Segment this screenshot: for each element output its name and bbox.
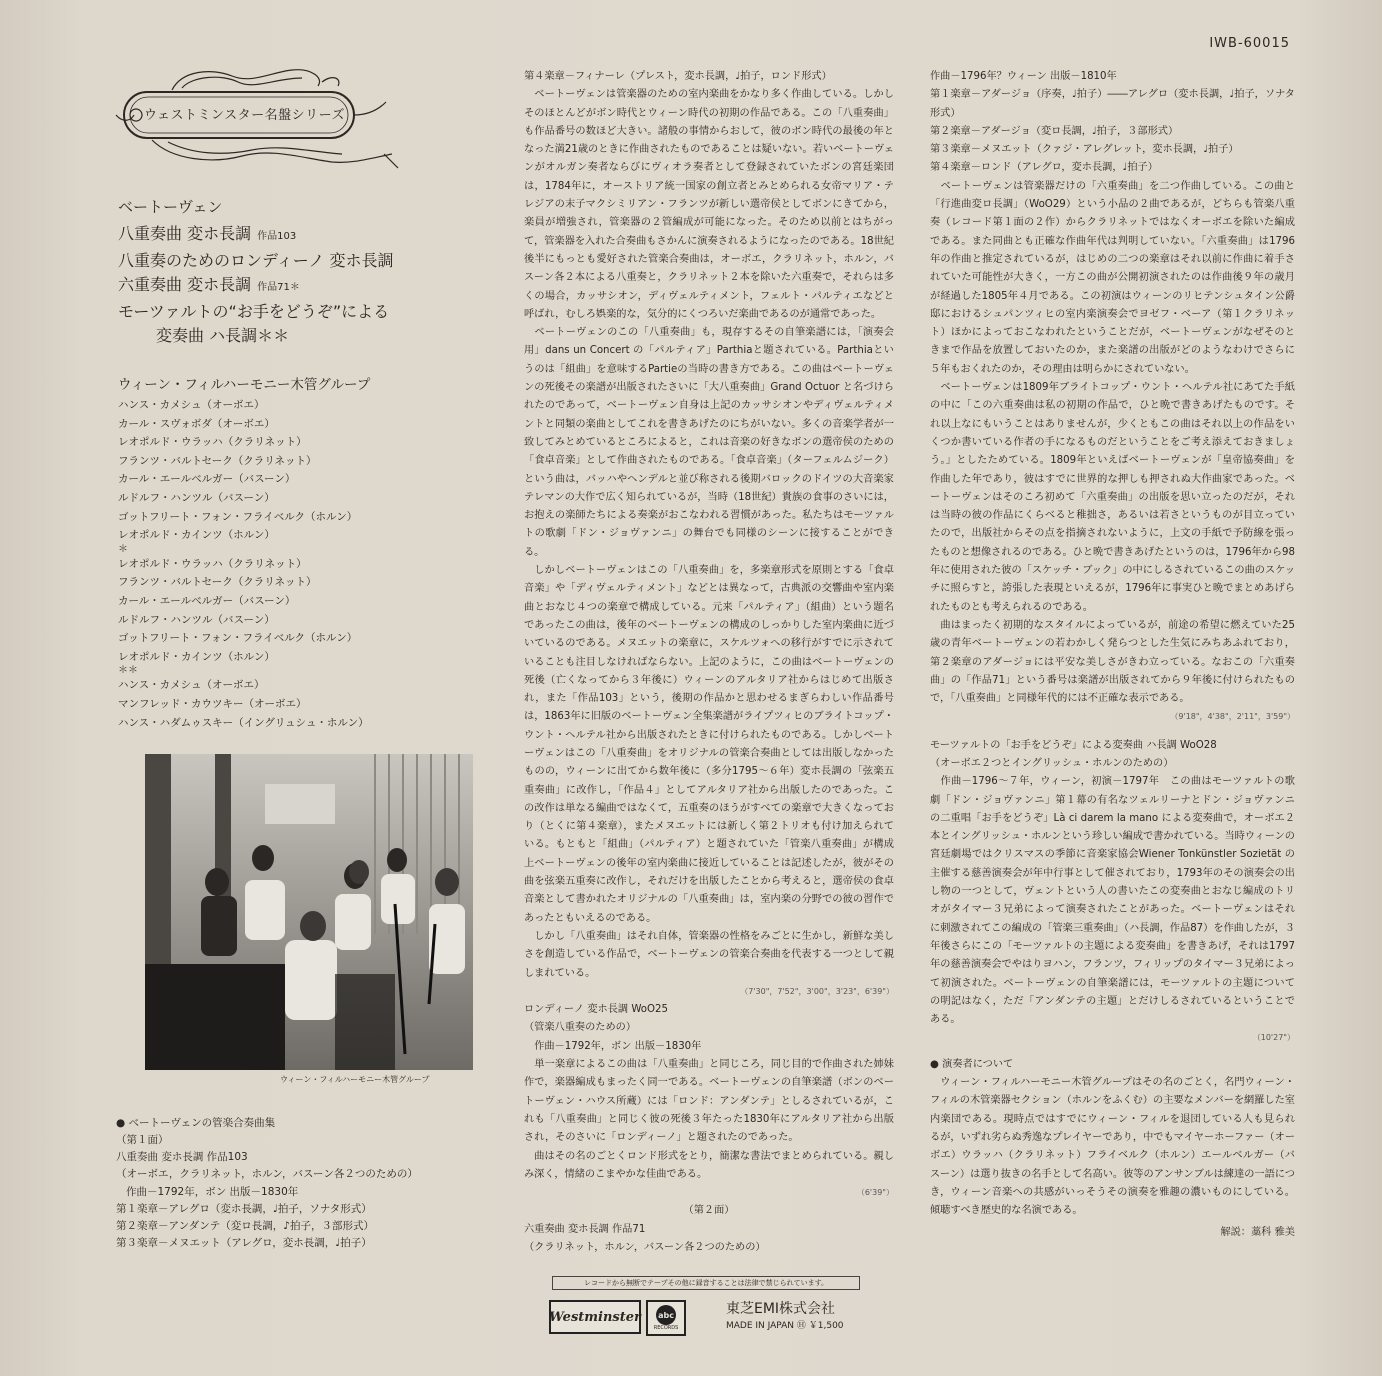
work-title: 八重奏曲 変ホ長調 作品103	[118, 224, 297, 243]
work-title: 八重奏のためのロンディーノ 変ホ長調	[118, 251, 394, 270]
movement-line: 第４楽章－フィナーレ（プレスト，変ホ長調，♩拍子，ロンド形式）	[524, 71, 832, 82]
member-item: ハンス・ハダムゥスキー（イングリュシュ・ホルン）	[118, 716, 369, 729]
work-title: 六重奏曲 変ホ長調 作品71＊	[118, 275, 300, 294]
mozart-title: モーツァルトの「お手をどうぞ」による変奏曲 ハ長調 WoO28	[930, 739, 1217, 751]
collection-line: （第１面）	[116, 1134, 169, 1146]
member-item: カール・エールベルガー（バスーン）	[118, 594, 296, 607]
sextet-date: 作曲－1796年？ウィーン 出版－1810年	[930, 71, 1117, 82]
program-block	[118, 196, 458, 732]
liner-paragraph: ベートーヴェンは管楽器だけの「六重奏曲」を二つ作曲している。この曲と「行進曲変ロ長調」（WoO29）という小品の２曲であるが，どちらも管楽八重奏（レコード第１面の２作）からクラリネットではなくオーボエを除いた編成である。また同曲とも正確な作曲年代は判明していない。「六重奏曲」は1796年の作曲と推定されているが，はじめの二つの楽章はそれ以前に作曲に着手されていた可能性が大きく，一方この曲が公開初演されたのは作曲後９年の歳月が経過した1805年４月である。この初演はウィーンのリヒテンシュタイン公爵邸におけるシュパンツィヒの室内楽演奏会でヨゼフ・ベーア（第１クラリネット）ほかによっておこなわれたということだが，ベートーヴェンがなぜそのときまで作品を放置しておいたのか，また楽譜の出版がどのようなわけでさらに５年もおくれたのか，その理由は明らかにされていない。	[930, 180, 1295, 375]
member-item: ハンス・カメシュ（オーボエ）	[118, 679, 265, 692]
timing-rondino: （6'39"）	[856, 1188, 894, 1198]
westminster-logo: Westminster	[549, 1300, 641, 1334]
movement-line: 第３楽章－メヌエット（クァジ・アレグレット，変ホ長調，♩拍子）	[930, 144, 1239, 156]
collection-line: （オーボエ，クラリネット，ホルン，バスーン各２つのための）	[116, 1168, 418, 1181]
sextet-instr: （クラリネット，ホルン，バスーン各２つのための）	[524, 1242, 766, 1253]
timing-sextet: （9'18"，4'38"，2'11"，3'59"）	[1170, 712, 1295, 722]
collection-line: 第２楽章－アンダンテ（変ロ長調，♪拍子，３部形式）	[116, 1220, 374, 1233]
composer-name: ベートーヴェン	[118, 198, 223, 216]
member-list-sextet	[118, 555, 458, 667]
performers-paragraph: ウィーン・フィルハーモニー木管グループはその名のごとく，名門ウィーン・フィルの木管楽器セクション（ホルンをふくむ）の主要なメンバーを網羅した室内楽団である。現時点ではすでにウィーン・フィルを退団している人も見られるが，いずれ劣らぬ秀逸なプレイヤーであり，中でもマイヤーホーファー（オーボエ）ウラッハ（クラリネット）フライベルク（ホルン）エールベルガー（バスーン）は選り抜きの名手として名高い。彼等のアンサンブルは練達の一語につき，ウィーン音楽への共感がいっそうその演奏を雅趣の濃いものにしている。傾聴すべき歴史的な名演である。	[930, 1077, 1295, 1217]
work-title: モーツァルトの“お手をどうぞ”による	[118, 302, 390, 321]
collection-line: 第３楽章－メヌエット（アレグロ，変ホ長調，♩拍子）	[116, 1237, 372, 1250]
liner-paragraph: 曲はまったく初期的なスタイルによっているが，前途の希望に燃えていた25歳の青年ベートーヴェンの若わかしく発らつとした生気にみちあふれており，第２楽章のアダージョには平安な美しさがきわ立っている。なおこの「六重奏曲」の「作品71」という番号は楽譜が出版されてから９年後に付けられたもので，「八重奏曲」と同様年代的には不正確な表示である。	[930, 619, 1295, 705]
timing-octet: （7'30"，7'52"，3'00"，3'23"，6'39"）	[740, 986, 894, 996]
member-item: カール・エールベルガー（バスーン）	[118, 473, 296, 486]
member-item: カール・スヴォボダ（オーボエ）	[118, 417, 275, 430]
rondino-instr: （管楽八重奏のための）	[524, 1022, 637, 1034]
series-title: ウェストミンスター名盤シリーズ	[144, 108, 345, 123]
liner-paragraph: 作曲－1796～７年，ウィーン，初演－1797年 この曲はモーツァルトの歌劇「ドン・ジョヴァンニ」第１幕の有名なツェルリーナとドン・ジョヴァンニの二重唱「お手をどうぞ」Là ci darem la mano による変奏曲で，オーボエ２本とイングリッシュ・ホルンという珍しい編成で書かれている。当時ウィーンの宮廷劇場ではクリスマスの季節に音楽家協会Wiener Tonkünstler Sozietät の主催する慈善演奏会が年中行事として催されており，1793年のその演奏会の出し物の一つとして，ヴェントという人の書いたこの変奏曲とおなじ編成のトリオがタイマー３兄弟によって演奏されたことがあった。ベートーヴェンはそれに刺激されてこの編成の「管楽三重奏曲」（ハ長調，作品87）を作曲したが，３年後さらにこの「モーツァルトの主題による変奏曲」を書きあげ，それは1797年の慈善演奏会でやはりヨハン，フランツ，フィリップのタイマー３兄弟によって初演された。ベートーヴェンの自筆楽譜には，モーツァルトの主題についての明記はなく，ただ「アンダンテの主題」とだけしるされているということである。	[930, 776, 1295, 1026]
movement-line: 第１楽章－アダージョ（序奏，♩拍子）――アレグロ（変ホ長調，♩拍子，ソナタ形式）	[930, 89, 1295, 119]
liner-paragraph: ベートーヴェンは管楽器のための室内楽曲をかなり多く作曲している。しかしそのほとんどがボン時代とウィーン時代の初期の作品である。この「八重奏曲」も作品番号の数ほど大きい。諸般の事情からおして，彼のボン時代の最後の年となった満21歳のときに作曲されたものであることは疑いない。若いベートーヴェンがオルガン奏者ならびにヴィオラ奏者として登録されていたボンの宮廷楽団は，1784年に，オーストリア統一国家の創立者とみとめられる女帝マリア・テレジアの末子マクシミリアン・フランツが新しい選帝侯としてボンにきてから，楽員が増強され，管楽器の２管編成が可能になった。そのため以前とはちがって，管楽器を入れた合奏曲もさかんに演奏されるようになったのである。18世紀後半にもっとも愛好された管楽合奏曲は，オーボエ，クラリネット，ホルン，バスーン各２本による八重奏と，クラリネット２本を除いた六重奏で，それらは多くの場合，カッサシオン，ディヴェルティメント，フェルト・パルティエなどと呼ばれ，むしろ娯楽的な，気分的にくつろいだ楽曲であるのが通常であった。	[524, 89, 894, 320]
collection-line: 第１楽章－アレグロ（変ホ長調，♩拍子，ソナタ形式）	[116, 1202, 372, 1215]
liner-paragraph: 曲はその名のごとくロンド形式をとり，簡潔な書法でまとめられている。親しみ深く，情緒のこまやかな佳曲である。	[524, 1150, 894, 1180]
liner-paragraph: しかし「八重奏曲」はそれ自体，管楽器の性格をみごとに生かし，新鮮な美しさを創造している作品で，ベートーヴェンの管楽合奏曲を代表する一つとして親しまれている。	[524, 930, 894, 979]
collection-heading: ● ベートーヴェンの管楽合奏曲集	[116, 1117, 276, 1129]
copyright-notice: レコードから無断でテープその他に録音することは法律で禁じられています。	[552, 1276, 860, 1290]
made-in-label: MADE IN JAPAN Ⓗ ￥1,500	[726, 1321, 844, 1331]
movement-line: 第４楽章－ロンド（アレグロ，変ホ長調，♩拍子）	[930, 162, 1158, 174]
member-item: ゴットフリート・フォン・フライベルク（ホルン）	[118, 510, 358, 523]
member-item: レオポルド・カインツ（ホルン）	[118, 529, 275, 542]
liner-paragraph: ベートーヴェンのこの「八重奏曲」も，現存するその自筆楽譜には，「演奏会用」dans un Concert の「パルティア」Parthiaと題されている。Parthiaというのは「組曲」を意味するPartieの当時の書き方である。この曲はベートーヴェンの死後その楽譜が出版されたさいに「大八重奏曲」Grand Octuor と名づけられたのであって，ベートーヴェン自身は上記のカッサシオンやディヴェルティメントと同類の楽曲としてこれを書きあげたのにちがいない。多くの音楽学者が一致してみとめているところによると，これは音楽の好きなボンの選帝侯のための「食卓音楽」として作曲されたものである。「食卓音楽」（ターフェルムジーク）という曲は，バッハやヘンデルと並び称される後期バロックのドイツの大音楽家テレマンの大作で広く知られているが，当時（18世紀）貴族の食事のさいには，お抱えの楽師たちによる奏楽がおこなわれる習慣があった。私たちはモーツァルトの歌劇「ドン・ジョヴァンニ」の舞台でも同様のシーンに接することができる。	[524, 327, 894, 558]
company-name: 東芝EMI株式会社	[726, 1301, 836, 1317]
timing-mozart: （10'27"）	[1252, 1033, 1295, 1043]
member-item: ルドルフ・ハンツル（バスーン）	[118, 613, 275, 626]
member-item: マンフレッド・カウツキー（オーボエ）	[118, 697, 307, 710]
sextet-mark: ＊	[118, 543, 128, 555]
photo-caption: ウィーン・フィルハーモニー木管グループ	[280, 1075, 430, 1084]
member-item: ハンス・カメシュ（オーボエ）	[118, 399, 265, 411]
movement-line: 第２楽章－アダージョ（変ロ長調，♩拍子，３部形式）	[930, 125, 1179, 137]
collection-lines	[116, 1132, 456, 1252]
catalog-number: IWB-60015	[1209, 36, 1290, 51]
ensemble-photo	[145, 754, 473, 1070]
member-item: レオポルド・カインツ（ホルン）	[118, 650, 275, 663]
liner-paragraph: 単一楽章によるこの曲は「八重奏曲」と同じころ，同じ目的で作曲された姉妹作で，楽器編成もまったく同一である。ベートーヴェンの自筆楽譜（ボンのベートーヴェン・ハウス所蔵）には「ロンド：アンダンテ」としるされているが，これも「八重奏曲」と同じく彼の死後３年たった1830年にアルタリア社から出版され，そのさいに「ロンディーノ」と題されたのであった。	[524, 1059, 894, 1144]
abc-logo-sub: RECORDS	[653, 1325, 679, 1331]
side-label: （第２面）	[683, 1205, 735, 1217]
sextet-title: 六重奏曲 変ホ長調 作品71	[524, 1223, 646, 1235]
rondino-title: ロンディーノ 変ホ長調 WoO25	[524, 1004, 669, 1016]
collection-line: 作曲－1792年，ボン 出版－1830年	[126, 1185, 299, 1198]
work-title: 変奏曲 ハ長調＊＊	[156, 326, 290, 345]
commentary-credit: 解説：藁科 雅美	[1220, 1227, 1295, 1239]
liner-paragraph: ベートーヴェンは1809年ブライトコップ・ウント・ヘルテル社にあてた手紙の中に「この六重奏曲は私の初期の作品で，ひと晩で書きあげたものです。それ以上なにもいうことはありませんが，少くともこの曲はそれ以上の作品をいくつか書いている作者の手になるものだということをご考え添えておきましょう。」としたためている。1809年といえばベートーヴェンが「皇帝協奏曲」を作曲した年であり，彼はすでに世界的な押しも押されぬ大作曲家であった。ベートーヴェンはそのころ初めて「六重奏曲」の出版を思い立ったのだが，それは当時の彼の作品にくらべると稚拙さ，あるいは若さというものが目立っていたので，出版社からその点を指摘されないように，上文の手紙で予防線を張ったものと想像されるのである。ひと晩で書きあげたというのは，1796年から98年に使用された彼の「スケッチ・ブック」の中にしるされているこの曲のスケッチに照らすと，誇張した表現といえるが，1796年に事実ひと晩でまとめあげられたものとも考えられるのである。	[930, 382, 1296, 613]
trio-mark: ＊＊	[118, 665, 138, 677]
member-list-trio	[118, 676, 458, 732]
ensemble-name: ウィーン・フィルハーモニー木管グループ	[118, 377, 371, 393]
member-item: ゴットフリート・フォン・フライベルク（ホルン）	[118, 632, 358, 645]
member-item: フランツ・バルトセーク（クラリネット）	[118, 576, 317, 589]
collection-listing	[116, 1114, 456, 1252]
member-list-octet	[118, 396, 458, 545]
member-item: ルドルフ・ハンツル（バスーン）	[118, 491, 275, 504]
member-item: フランツ・バルトセーク（クラリネット）	[118, 454, 317, 467]
liner-paragraph: しかしベートーヴェンはこの「八重奏曲」を，多楽章形式を原則とする「食卓音楽」や「ディヴェルティメント」などとは異なって，古典派の交響曲や室内楽曲とおなじ４つの楽章で構成している。元来「パルティア」（組曲）という題名であったこの曲は，後年のベートーヴェンの構成のしっかりした室内楽曲に近づいているのである。メヌエットの楽章に，スケルツォへの移行がすでに示されていることも注目しなければならない。上記のように，この曲はベートーヴェンの死後（亡くなってから３年後に）ウィーンのアルタリア社からはじめて出版され，また「作品103」という，後期の作品かと思わせるまぎらわしい作品番号は，1863年に旧版のベートーヴェン全集楽譜がライプツィヒのブライトコップ・ウント・ヘルテル社から出版されたときに付けられたものである。しかしベートーヴェンはこの「八重奏曲」をオリジナルの管楽合奏曲としては出版しなかったものの，ウィーンに出てから数年後に（多分1795～６年）変ホ長調の「弦楽五重奏曲」に改作し，「作品４」としてアルタリア社から出版したのであった。この改作は単なる編曲ではなくて，五重奏のほうがすべての楽章で大きくなっており（とくに第４楽章），またメヌエットには新しく第２トリオも付け加えられている。もともと「組曲」（パルティア）と題されていた「管楽八重奏曲」が構成上ベートーヴェンの後年の室内楽曲に接近していることは記述したが，彼がその曲を弦楽五重奏に改作し，それだけを出版したことから考えると，選帝侯の食卓音楽として書かれたオリジナルの「八重奏曲」は，室内楽の分野での彼の習作であったともいえるのである。	[524, 565, 894, 924]
abc-records-logo	[646, 1300, 686, 1336]
rondino-date: 作曲－1792年，ボン 出版－1830年	[524, 1040, 702, 1052]
member-item: レオポルド・ウラッハ（クラリネット）	[118, 557, 307, 570]
abc-logo-mark: abc	[656, 1305, 676, 1325]
member-item: レオポルド・ウラッハ（クラリネット）	[118, 436, 307, 449]
liner-notes-right	[930, 68, 1295, 1243]
performers-heading: ● 演奏者について	[930, 1058, 1014, 1070]
collection-line: 八重奏曲 変ホ長調 作品103	[116, 1151, 248, 1164]
liner-notes-middle	[524, 68, 894, 1257]
mozart-instr: （オーボエ２つとイングリッシュ・ホルンのための）	[930, 757, 1174, 769]
